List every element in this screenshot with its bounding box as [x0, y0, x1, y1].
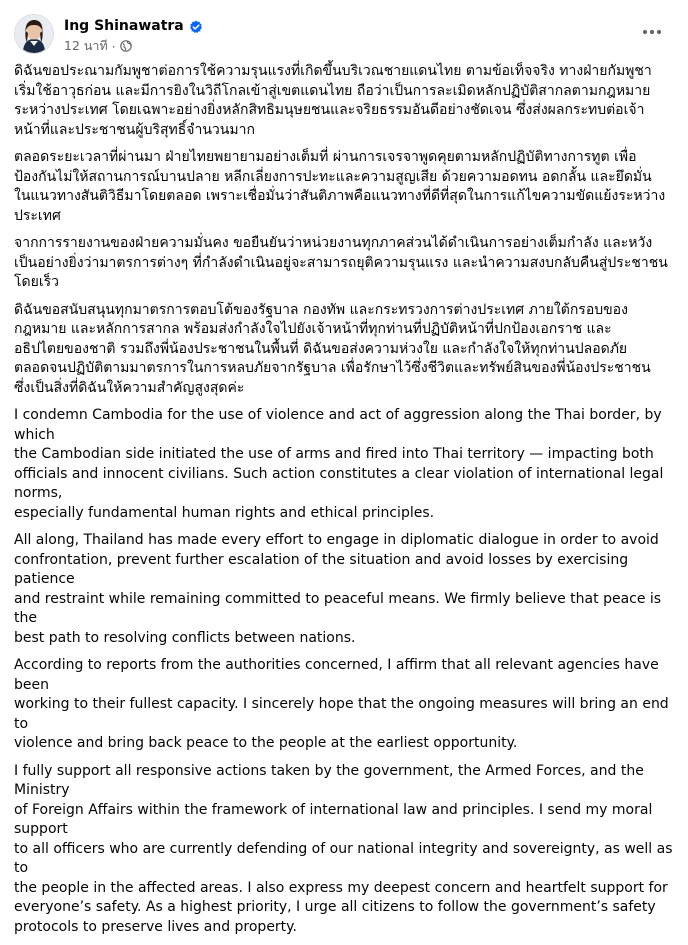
post-paragraph-th-1: ดิฉันขอประณามกัมพูชาต่อการใช้ความรุนแรงที่เกิดขึ้นบริเวณชายแดนไทย ตามข้อเท็จจริง ทางฝ่ายกัมพูชา เริ่มใช้อาวุธก่อน และมีการยิงในวิถีโกลเข้าสู่เขตแดนไทย ถือว่าเป็นการละเมิดหลักปฏิบัติสากลตามกฎหมาย ระหว่างประเทศ โดยเฉพาะอย่างยิ่งหลักสิทธิมนุษยชนและจริยธรรมอันดีอย่างชัดเจน ซึ่งส่งผลกระทบต่อเจ้า หน้าที่และประชาชนผู้บริสุทธิ์จำนวนมาก: [14, 63, 652, 138]
timestamp[interactable]: 12 นาที: [64, 38, 108, 53]
post-paragraph-en-4: I fully support all responsive actions taken by the government, the Armed Forces, and the Ministry of Foreign Affairs within the framework of international law and principles. I send my moral support to all officers who are currently defending of our national integrity and sovereignty, as well as to the people in the affected areas. I also express my deepest concern and heartfelt support for everyone’s safety. As a highest priority, I urge all citizens to follow the government’s safety protocols to preserve lives and property.: [14, 762, 673, 935]
post-paragraph-en-1: I condemn Cambodia for the use of violence and act of aggression along the Thai border, by which the Cambodian side initiated the use of arms and fired into Thai territory — impacting both officials and innocent civilians. Such action constitutes a clear violation of international legal norms, especially fundamental human rights and ethical principles.: [14, 407, 664, 521]
avatar[interactable]: [14, 14, 54, 54]
globe-icon[interactable]: [120, 40, 132, 52]
post-meta: [64, 16, 203, 55]
author-name[interactable]: Ing Shinawatra: [64, 18, 184, 34]
post-body: [14, 62, 676, 945]
more-options-button[interactable]: [638, 18, 666, 46]
post-paragraph-th-3: จากการรายงานของฝ่ายความมั่นคง ขอยืนยันว่าหน่วยงานทุกภาคส่วนได้ดำเนินการอย่างเต็มกำลัง และหวัง เป็นอย่างยิ่งว่ามาตรการต่างๆ ที่กำลังดำเนินอยู่จะสามารถยุติความรุนแรง และนำความสงบกลับคืนสู่ประชาชน โดยเร็ว: [14, 235, 668, 290]
post-paragraph-en-3: According to reports from the authorities concerned, I affirm that all relevant agencies have been working to their fullest capacity. I sincerely hope that the ongoing measures will bring an end to violence and bring back peace to the people at the earliest opportunity.: [14, 657, 669, 751]
post-paragraph-en-2: All along, Thailand has made every effort to engage in diplomatic dialogue in order to avoid confrontation, prevent further escalation of the situation and avoid losses by exercising patience and restraint while remaining committed to peaceful means. We firmly believe that peace is the best path to resolving conflicts between nations.: [14, 532, 662, 646]
author-row: [64, 16, 203, 36]
post-paragraph-th-4: ดิฉันขอสนับสนุนทุกมาตรการตอบโต้ของรัฐบาล กองทัพ และกระทรวงการต่างประเทศ ภายใต้กรอบของ กฎหมาย และหลักการสากล พร้อมส่งกำลังใจไปยังเจ้าหน้าที่ทุกท่านที่ปฏิบัติหน้าที่ปกป้องเอกราช และ อธิปไตยของชาติ รวมถึงพี่น้องประชาชนในพื้นที่ ดิฉันขอส่งความห่วงใย และกำลังใจให้ทุกท่านปลอดภัย ตลอดจนปฏิบัติตามมาตรการในการหลบภัยจากรัฐบาล เพื่อรักษาไว้ซึ่งชีวิตและทรัพย์สินของพี่น้องประชาชน ซึ่งเป็นสิ่งที่ดิฉันให้ความสำคัญสูงสุดค่ะ: [14, 301, 651, 396]
verified-badge-icon: [189, 19, 203, 33]
post-subline: [64, 37, 203, 55]
post-paragraph-th-2: ตลอดระยะเวลาที่ผ่านมา ฝ่ายไทยพยายามอย่างเต็มที่ ผ่านการเจรจาพูดคุยตามหลักปฏิบัติทางการทูต เพื่อ ป้องกันไม่ให้สถานการณ์บานปลาย หลีกเลี่ยงการปะทะและความสูญเสีย ด้วยความอดทน อดกลั้น และยึดมั่น ในแนวทางสันติวิธีมาโดยตลอด เพราะเชื่อมั่นว่าสันติภาพคือแนวทางที่ดีที่สุดในการแก้ไขความขัดแย้งระหว่าง ประเทศ: [14, 149, 666, 224]
separator-dot: ·: [111, 38, 116, 54]
more-options-icon: [642, 29, 662, 35]
post-header: [14, 12, 674, 56]
